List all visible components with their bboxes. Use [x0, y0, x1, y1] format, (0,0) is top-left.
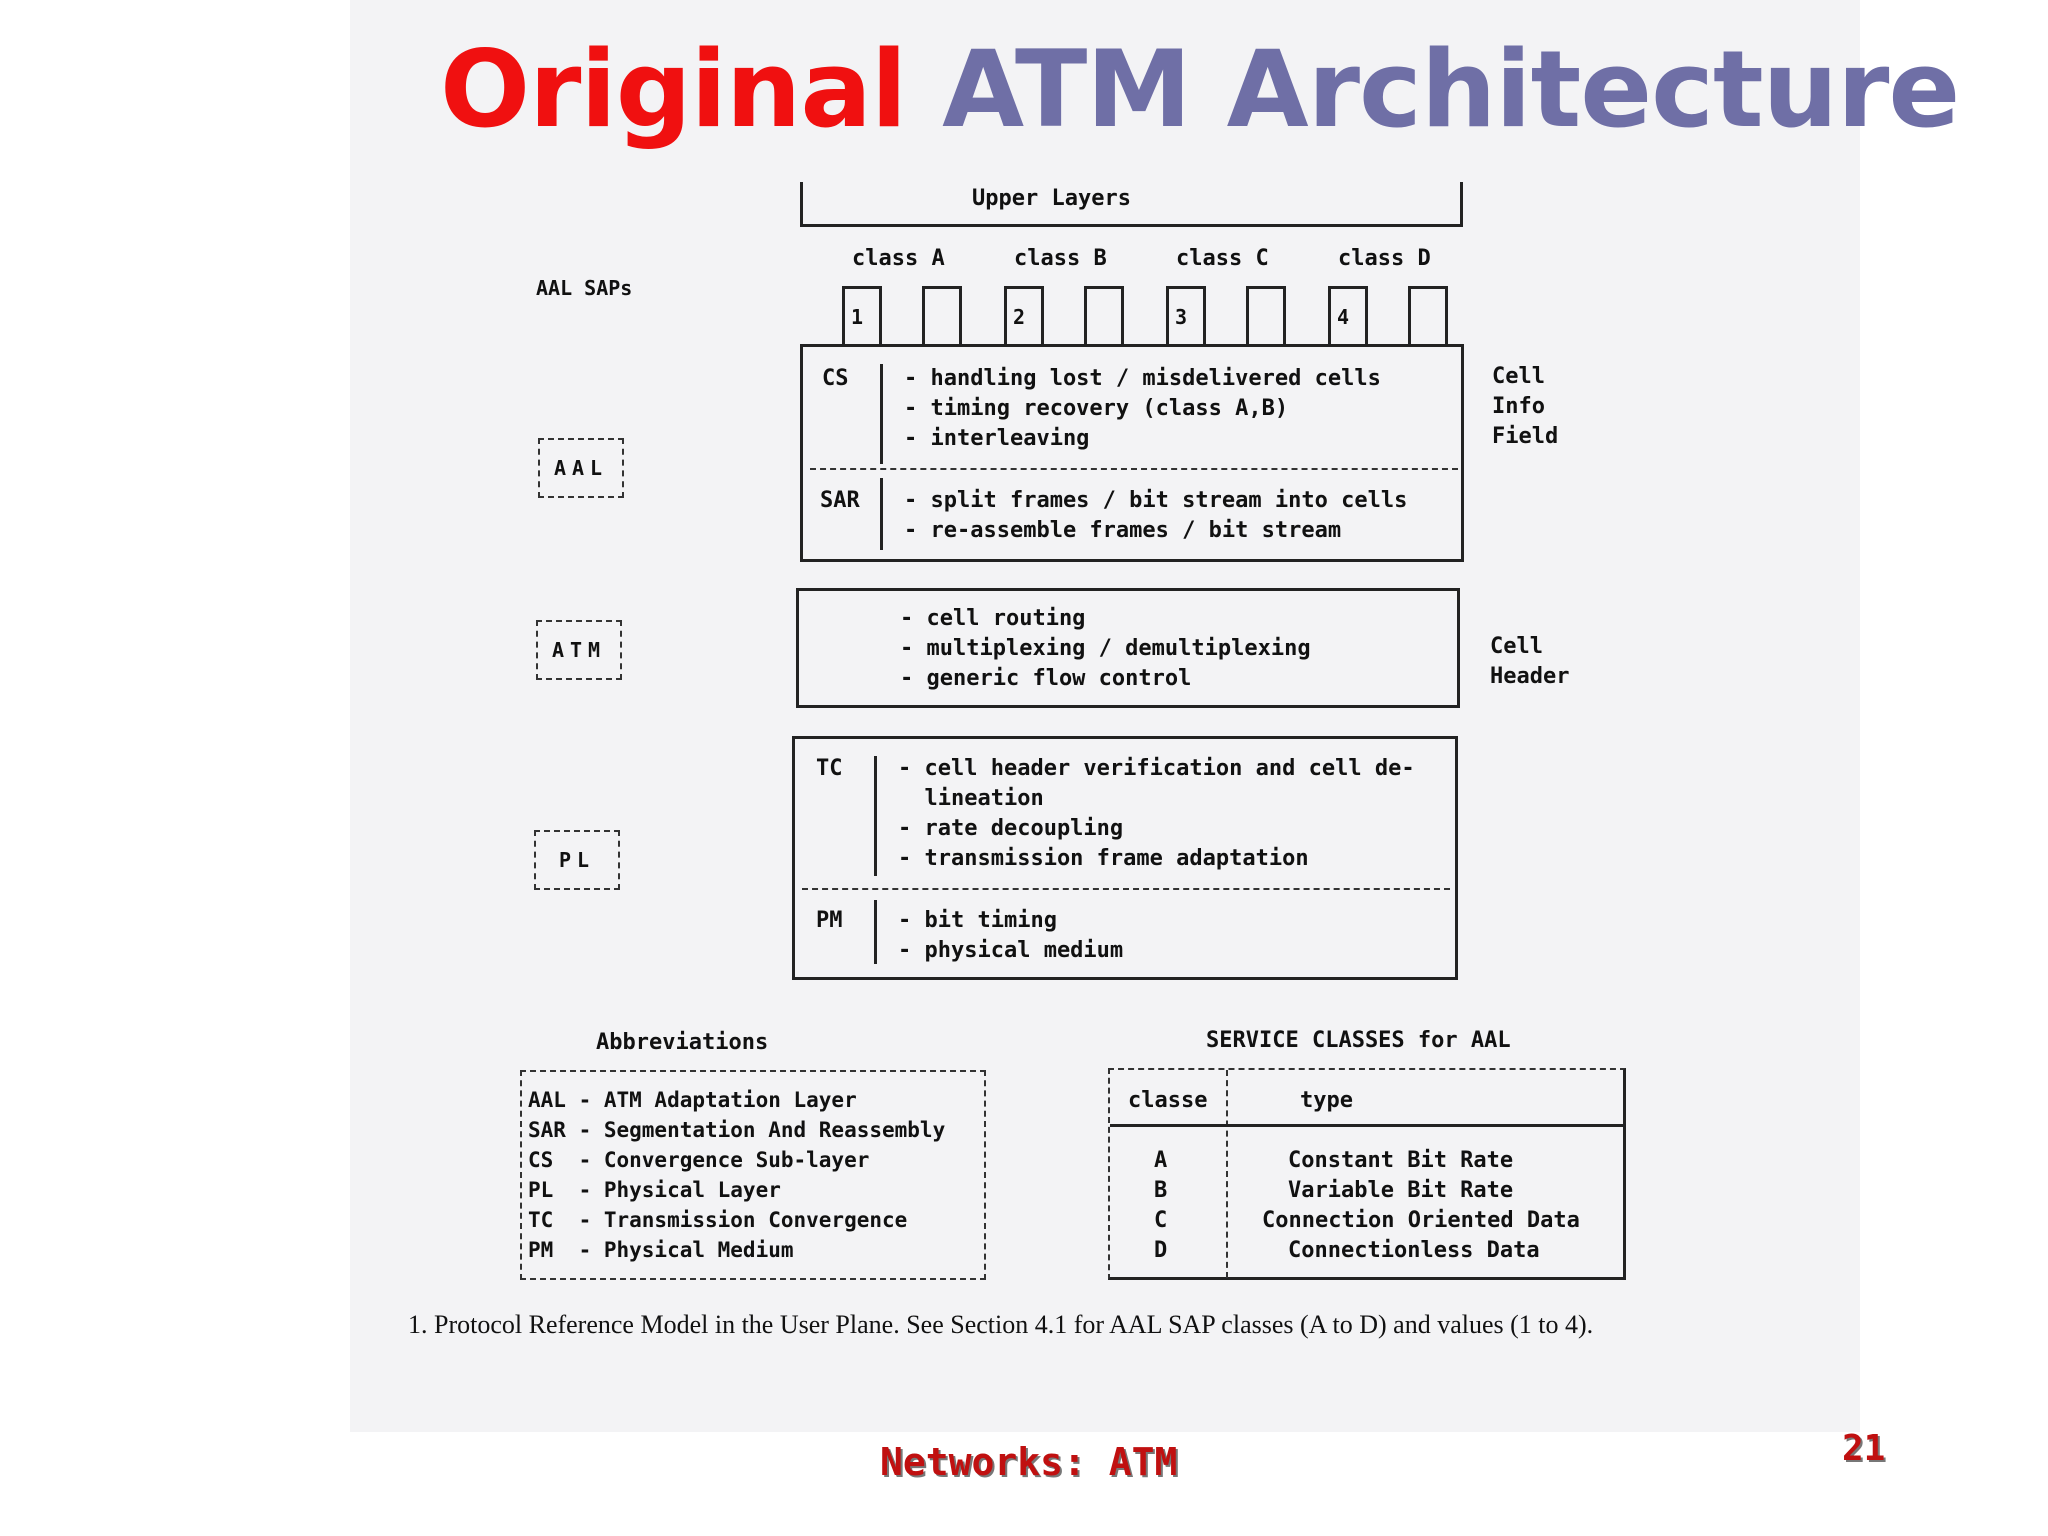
- sap-c2: [1246, 286, 1286, 344]
- service-class-row-c-type: Connection Oriented Data: [1262, 1208, 1580, 1233]
- sap-d2: [1408, 286, 1448, 344]
- service-classes-header-rule: [1110, 1124, 1624, 1127]
- sap-1: [842, 286, 882, 344]
- abbreviation-aal: AAL - ATM Adaptation Layer: [528, 1088, 857, 1112]
- class-c-label: class C: [1176, 246, 1269, 271]
- sap-4: [1328, 286, 1368, 344]
- sap-2: [1004, 286, 1044, 344]
- sar-label: SAR: [820, 488, 860, 513]
- atm-layer-tag: ATM: [536, 620, 622, 680]
- sap-b2: [1084, 286, 1124, 344]
- sap-number-2: 2: [1013, 305, 1026, 329]
- service-class-row-a-type: Constant Bit Rate: [1288, 1148, 1514, 1173]
- figure-caption: 1. Protocol Reference Model in the User Plane. See Section 4.1 for AAL SAP classes (A to D) and values (1 to 4).: [408, 1310, 1594, 1339]
- cs-divider: [880, 364, 883, 464]
- pm-line-2: - physical medium: [898, 938, 1124, 963]
- tc-label: TC: [816, 756, 843, 781]
- upper-layers-bottom-line: [800, 224, 1463, 227]
- pl-layer-tag: PL: [534, 830, 620, 890]
- cs-label: CS: [822, 366, 849, 391]
- tc-pm-separator: [802, 888, 1450, 890]
- service-class-row-c-classe: C: [1154, 1208, 1168, 1233]
- sar-line-2: - re-assemble frames / bit stream: [904, 518, 1342, 543]
- cell-info-label-1: Cell: [1492, 364, 1545, 389]
- sap-3: [1166, 286, 1206, 344]
- pm-divider: [874, 900, 877, 964]
- aal-saps-label: AAL SAPs: [536, 276, 633, 300]
- tc-line-2: lineation: [898, 786, 1044, 811]
- cell-info-label-3: Field: [1492, 424, 1559, 449]
- abbreviation-cs: CS - Convergence Sub-layer: [528, 1148, 870, 1172]
- service-class-row-b-type: Variable Bit Rate: [1288, 1178, 1514, 1203]
- cell-header-label-1: Cell: [1490, 634, 1543, 659]
- service-class-row-b-classe: B: [1154, 1178, 1168, 1203]
- service-classes-heading: SERVICE CLASSES for AAL: [1206, 1028, 1511, 1053]
- title-word-original: Original: [440, 28, 907, 151]
- tc-line-3: - rate decoupling: [898, 816, 1124, 841]
- upper-layers-label: Upper Layers: [972, 186, 1131, 211]
- service-class-row-d-classe: D: [1154, 1238, 1168, 1263]
- atm-line-1: - cell routing: [900, 606, 1086, 631]
- class-b-label: class B: [1014, 246, 1107, 271]
- page-number: 21: [1842, 1428, 1886, 1469]
- sar-divider: [880, 478, 883, 550]
- service-classes-col-type: type: [1300, 1088, 1353, 1113]
- abbreviation-pm: PM - Physical Medium: [528, 1238, 794, 1262]
- pm-label: PM: [816, 908, 843, 933]
- upper-layers-left-bar: [800, 182, 803, 226]
- service-class-row-a-classe: A: [1154, 1148, 1168, 1173]
- abbreviation-tc: TC - Transmission Convergence: [528, 1208, 908, 1232]
- title-word-atm-architecture: ATM Architecture: [942, 28, 1960, 151]
- service-classes-col-classe: classe: [1128, 1088, 1208, 1113]
- sap-number-4: 4: [1337, 305, 1350, 329]
- service-classes-column-divider: [1226, 1070, 1228, 1278]
- tc-line-1: - cell header verification and cell de-: [898, 756, 1415, 781]
- service-class-row-d-type: Connectionless Data: [1288, 1238, 1540, 1263]
- tc-line-4: - transmission frame adaptation: [898, 846, 1309, 871]
- cell-header-label-2: Header: [1490, 664, 1570, 689]
- upper-layers-right-bar: [1460, 182, 1463, 226]
- tc-divider: [874, 756, 877, 876]
- cs-line-2: - timing recovery (class A,B): [904, 396, 1289, 421]
- class-d-label: class D: [1338, 246, 1431, 271]
- cs-sar-separator: [810, 468, 1458, 470]
- abbreviation-pl: PL - Physical Layer: [528, 1178, 781, 1202]
- atm-line-2: - multiplexing / demultiplexing: [900, 636, 1311, 661]
- cs-line-1: - handling lost / misdelivered cells: [904, 366, 1381, 391]
- sap-number-3: 3: [1175, 305, 1188, 329]
- aal-layer-tag: AAL: [538, 438, 624, 498]
- slide-title: [440, 30, 1959, 150]
- sar-line-1: - split frames / bit stream into cells: [904, 488, 1408, 513]
- cell-info-label-2: Info: [1492, 394, 1545, 419]
- sap-a2: [922, 286, 962, 344]
- abbreviations-heading: Abbreviations: [596, 1030, 769, 1055]
- abbreviation-sar: SAR - Segmentation And Reassembly: [528, 1118, 946, 1142]
- class-a-label: class A: [852, 246, 945, 271]
- sap-number-1: 1: [851, 305, 864, 329]
- atm-line-3: - generic flow control: [900, 666, 1192, 691]
- pm-line-1: - bit timing: [898, 908, 1057, 933]
- footer-title: Networks: ATM: [880, 1440, 1178, 1484]
- cs-line-3: - interleaving: [904, 426, 1090, 451]
